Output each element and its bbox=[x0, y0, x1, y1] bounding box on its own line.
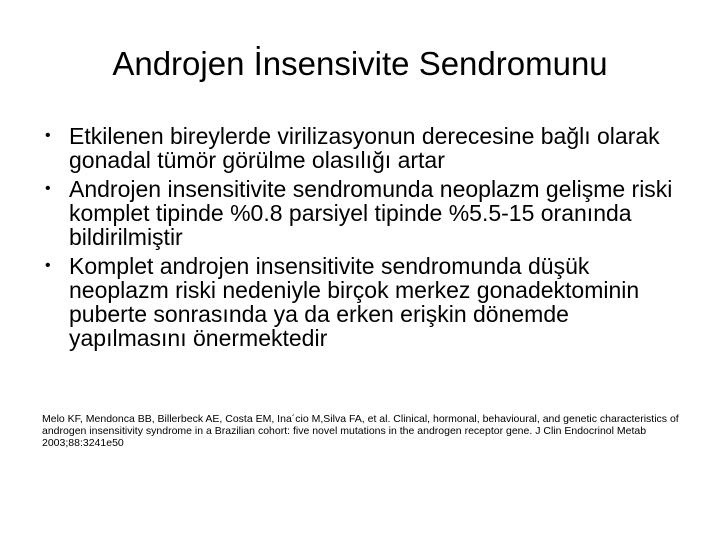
bullet-text: Komplet androjen insensitivite sendromunda düşük neoplazm riski nedeniyle birçok merkez gonadektominin puberte sonrasında ya da erken erişkin dönemde yapılmasını önermektedir bbox=[69, 253, 640, 351]
bullet-list bbox=[45, 124, 685, 355]
bullet-item bbox=[45, 177, 685, 249]
slide-title: Androjen İnsensivite Sendromunu bbox=[112, 45, 608, 82]
bullet-item bbox=[45, 254, 685, 350]
bullet-text: Etkilenen bireylerde virilizasyonun derecesine bağlı olarak gonadal tümör görülme olasılığı artar bbox=[69, 123, 660, 173]
bullet-item bbox=[45, 124, 685, 172]
bullet-marker: • bbox=[45, 180, 51, 197]
bullet-marker: • bbox=[45, 127, 51, 144]
reference-citation: Melo KF, Mendonca BB, Billerbeck AE, Costa EM, Ina´cio M,Silva FA, et al. Clinical, hormonal, behavioural, and genetic characteristics of androgen insensitivity syndrome in a Brazilian cohort: five novel mutations in the androgen receptor gene. J Clin Endocrinol Metab 2003;88:3241e50 bbox=[42, 413, 679, 449]
bullet-marker: • bbox=[45, 257, 51, 274]
bullet-text: Androjen insensitivite sendromunda neoplazm gelişme riski komplet tipinde %0.8 parsiyel tipinde %5.5-15 oranında bildirilmiştir bbox=[69, 176, 673, 250]
